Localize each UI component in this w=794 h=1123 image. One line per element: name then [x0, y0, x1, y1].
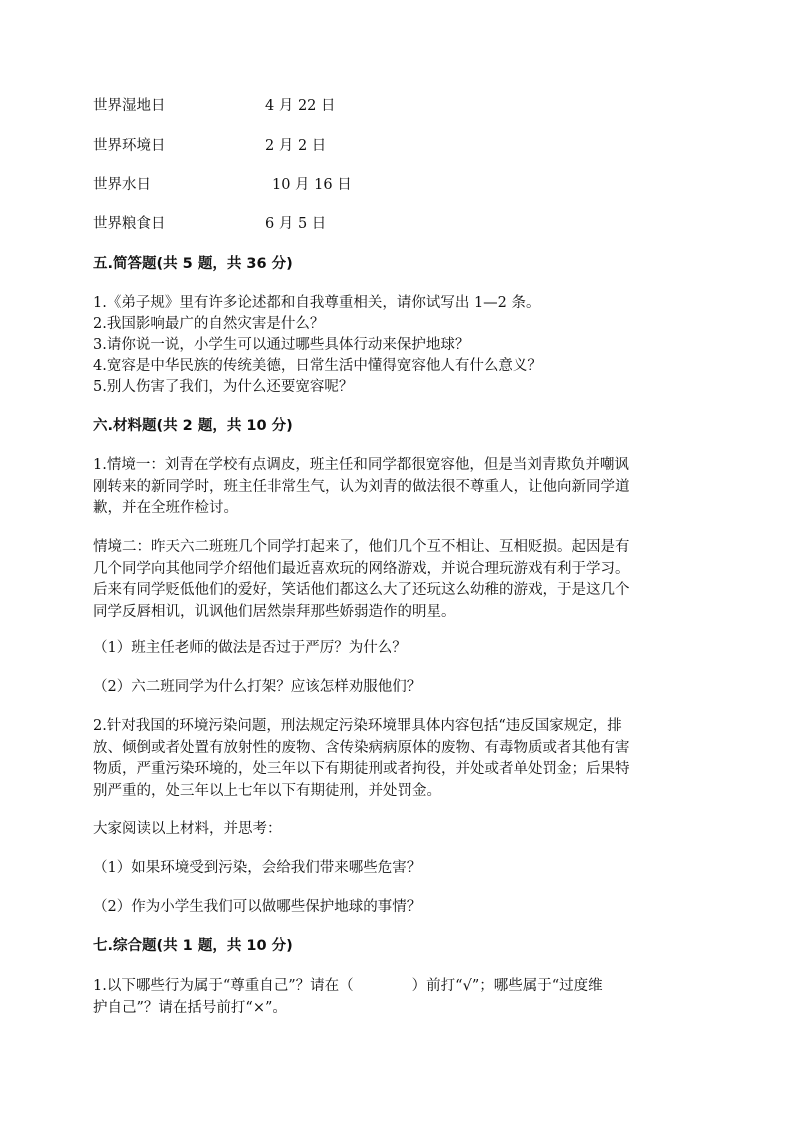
day-date: 10 月 16 日 [272, 177, 352, 193]
question-item: 1.《弟子规》里有许多论述都和自我尊重相关，请你试写出 1—2 条。 [93, 295, 541, 311]
text-line: 情境二：昨天六二班班几个同学打起来了，他们几个互不相让、互相贬损。起因是有 [93, 539, 630, 555]
section-5-questions [93, 293, 709, 398]
material-q2-text [93, 716, 709, 802]
day-name: 世界环境日 [93, 138, 166, 154]
text-line: 后来有同学贬低他们的爱好，笑话他们都这么大了还玩这么幼稚的游戏，于是这几个 [93, 582, 630, 598]
comprehensive-q1-line2: 护自己”？请在括号前打“×”。 [93, 1000, 287, 1016]
day-date: 2 月 2 日 [265, 138, 327, 154]
sub-question: （1）班主任老师的做法是否过于严厉？为什么？ [93, 640, 407, 656]
text-line: 刚转来的新同学时，班主任非常生气，认为刘青的做法很不尊重人，让他向新同学道 [93, 478, 630, 495]
section-7-heading: 七.综合题(共 1 题，共 10 分) [93, 938, 293, 954]
question-item: 2.我国影响最广的自然灾害是什么？ [93, 316, 325, 332]
section-5-heading: 五.简答题(共 5 题，共 36 分) [93, 256, 293, 272]
material-q1-scenario1 [93, 455, 709, 520]
day-name: 世界水日 [93, 177, 151, 193]
text-line: 歉，并在全班作检讨。 [93, 500, 238, 516]
section-6-heading: 六.材料题(共 2 题，共 10 分) [93, 418, 293, 434]
comprehensive-q1-line1 [93, 976, 603, 996]
day-name: 世界粮食日 [93, 216, 166, 232]
reading-prompt: 大家阅读以上材料，并思考： [93, 821, 282, 837]
question-item: 3.请你说一说，小学生可以通过哪些具体行动来保护地球？ [93, 337, 470, 353]
day-date: 4 月 22 日 [265, 98, 336, 114]
text-line: 物质，严重污染环境的，处三年以下有期徒刑或者拘役，并处或者单处罚金；后果特 [93, 761, 630, 777]
question-item: 4.宽容是中华民族的传统美德，日常生活中懂得宽容他人有什么意义？ [93, 358, 542, 374]
text-line: 1.情境一：刘青在学校有点调皮，班主任和同学都很宽容他，但是当刘青欺负并嘲讽 [93, 457, 629, 473]
question-text: ）前打“√”；哪些属于“过度维 [411, 978, 603, 994]
text-line: 放、倾倒或者处置有放射性的废物、含传染病病原体的废物、有毒物质或者其他有害 [93, 739, 630, 756]
material-q1-scenario2 [93, 537, 709, 623]
text-line: 同学反唇相讥，讥讽他们居然崇拜那些娇弱造作的明星。 [93, 603, 456, 620]
text-line: 2.针对我国的环境污染问题，刑法规定污染环境罪具体内容包括“违反国家规定，排 [93, 718, 622, 734]
day-name: 世界湿地日 [93, 98, 166, 114]
day-date: 6 月 5 日 [265, 216, 327, 232]
sub-question: （2）作为小学生我们可以做哪些保护地球的事情？ [93, 899, 422, 915]
sub-question: （2）六二班同学为什么打架？应该怎样劝服他们？ [93, 679, 422, 695]
text-line: 几个同学向其他同学介绍他们最近喜欢玩的网络游戏，并说合理玩游戏有利于学习。 [93, 560, 630, 577]
text-line: 别严重的，处三年以上七年以下有期徒刑，并处罚金。 [93, 782, 441, 799]
sub-question: （1）如果环境受到污染，会给我们带来哪些危害？ [93, 860, 422, 876]
question-item: 5.别人伤害了我们，为什么还要宽容呢？ [93, 379, 354, 395]
question-text: 1.以下哪些行为属于“尊重自己”？请在（ [93, 978, 354, 994]
